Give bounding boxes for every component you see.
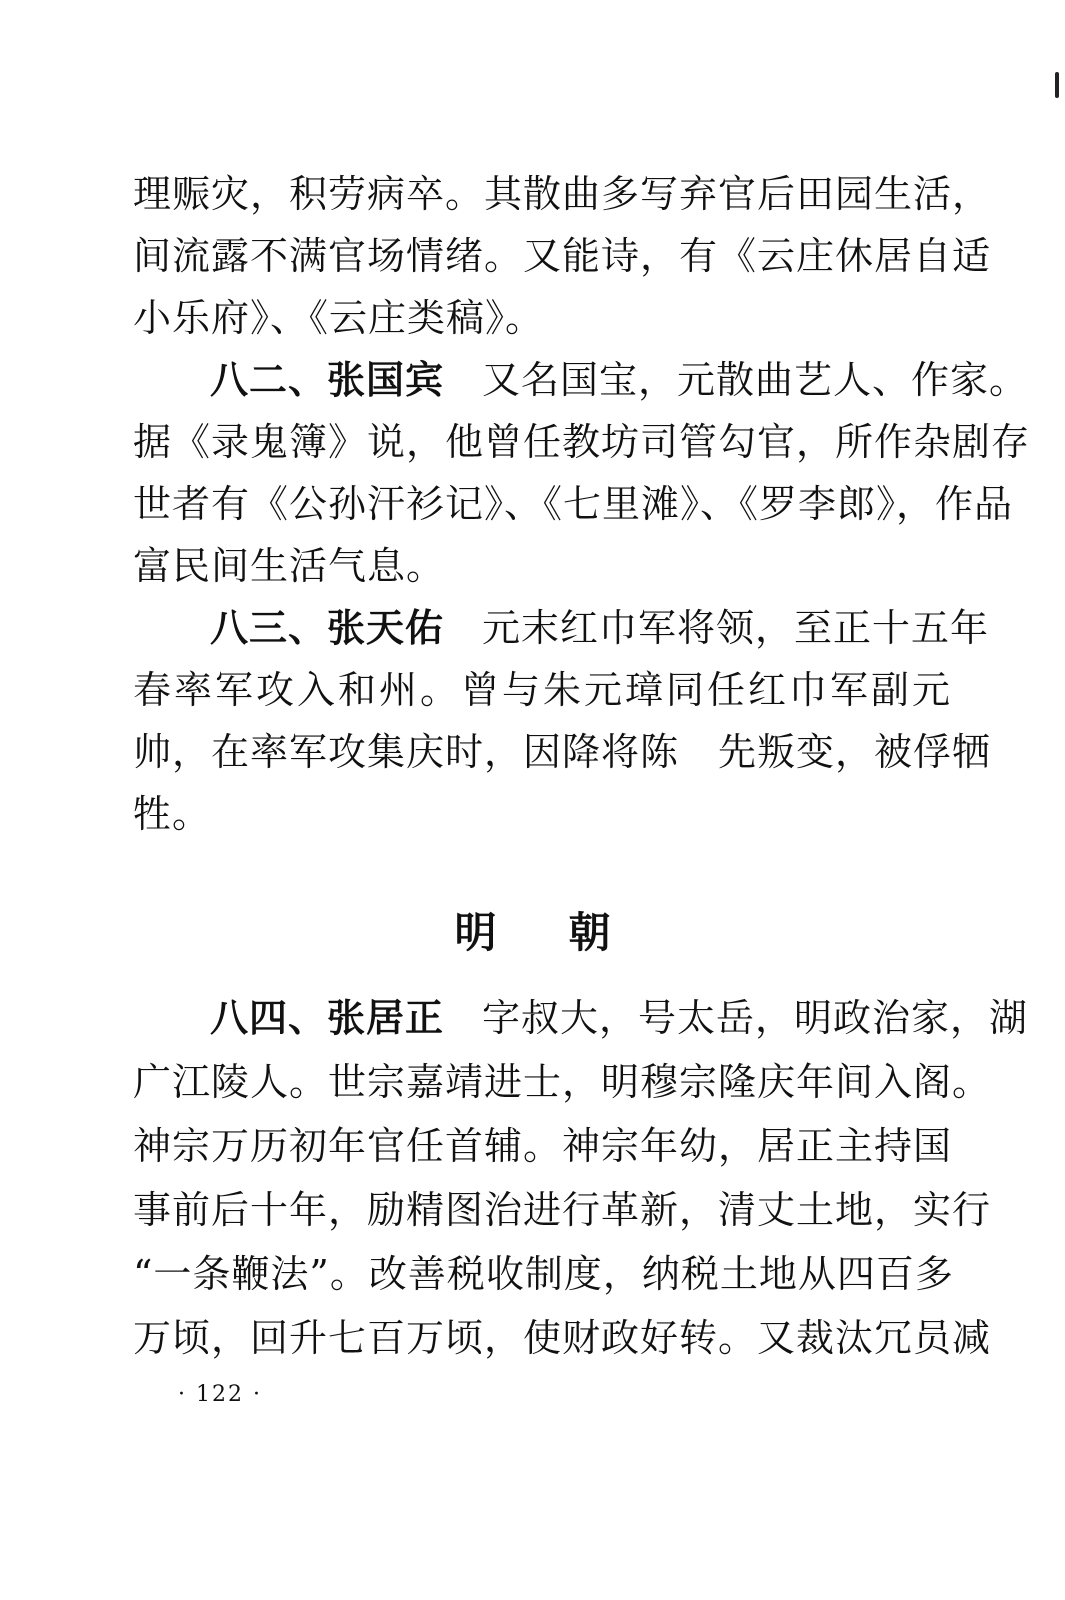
entry-heading: 八二、张国宾 xyxy=(210,358,445,402)
entry-first-line xyxy=(210,604,990,652)
text-line: 世者有《公孙汗衫记》、《七里滩》、《罗李郎》，作品 xyxy=(133,482,1014,526)
text-line: 间流露不满官场情绪。又能诗，有《云庄休居自适 xyxy=(133,234,992,278)
entry-heading: 八三、张天佑 xyxy=(210,606,445,650)
section-title: 明朝 xyxy=(454,908,683,957)
entry-first-line xyxy=(210,994,1029,1042)
entry-heading: 八四、张居正 xyxy=(210,996,445,1040)
text-line: 小乐府》、《云庄类稿》。 xyxy=(133,296,545,340)
page-number: · 122 · xyxy=(178,1382,262,1407)
text-line: 春率军攻入和州。曾与朱元璋同任红巾军副元 xyxy=(133,668,954,712)
text-line: 事前后十年，励精图治进行革新，清丈土地，实行 xyxy=(133,1188,992,1232)
text-line: 理赈灾，积劳病卒。其散曲多写弃官后田园生活， xyxy=(133,172,992,216)
text-line: 据《录鬼簿》说，他曾任教坊司管勾官，所作杂剧存 xyxy=(133,420,1031,464)
entry-first-line xyxy=(210,356,1029,404)
text-line: 万顷，回升七百万顷，使财政好转。又裁汰冗员减 xyxy=(133,1316,992,1360)
text-line: 富民间生活气息。 xyxy=(133,544,446,588)
text-line: “一条鞭法”。改善税收制度，纳税土地从四百多 xyxy=(133,1252,954,1296)
text-line: 神宗万历初年官任首辅。神宗年幼，居正主持国 xyxy=(133,1124,953,1168)
text-line: 广江陵人。世宗嘉靖进士，明穆宗隆庆年间入阁。 xyxy=(133,1060,992,1104)
text-line: 帅，在率军攻集庆时，因降将陈 先叛变，被俘牺 xyxy=(133,730,992,774)
scan-edge-mark xyxy=(1055,72,1059,98)
entry-text: 元末红巾军将领，至正十五年 xyxy=(482,606,990,650)
text-line: 牲。 xyxy=(133,792,212,836)
entry-text: 又名国宝，元散曲艺人、作家。 xyxy=(482,358,1029,402)
entry-text: 字叔大，号太岳，明政治家，湖 xyxy=(482,996,1029,1040)
